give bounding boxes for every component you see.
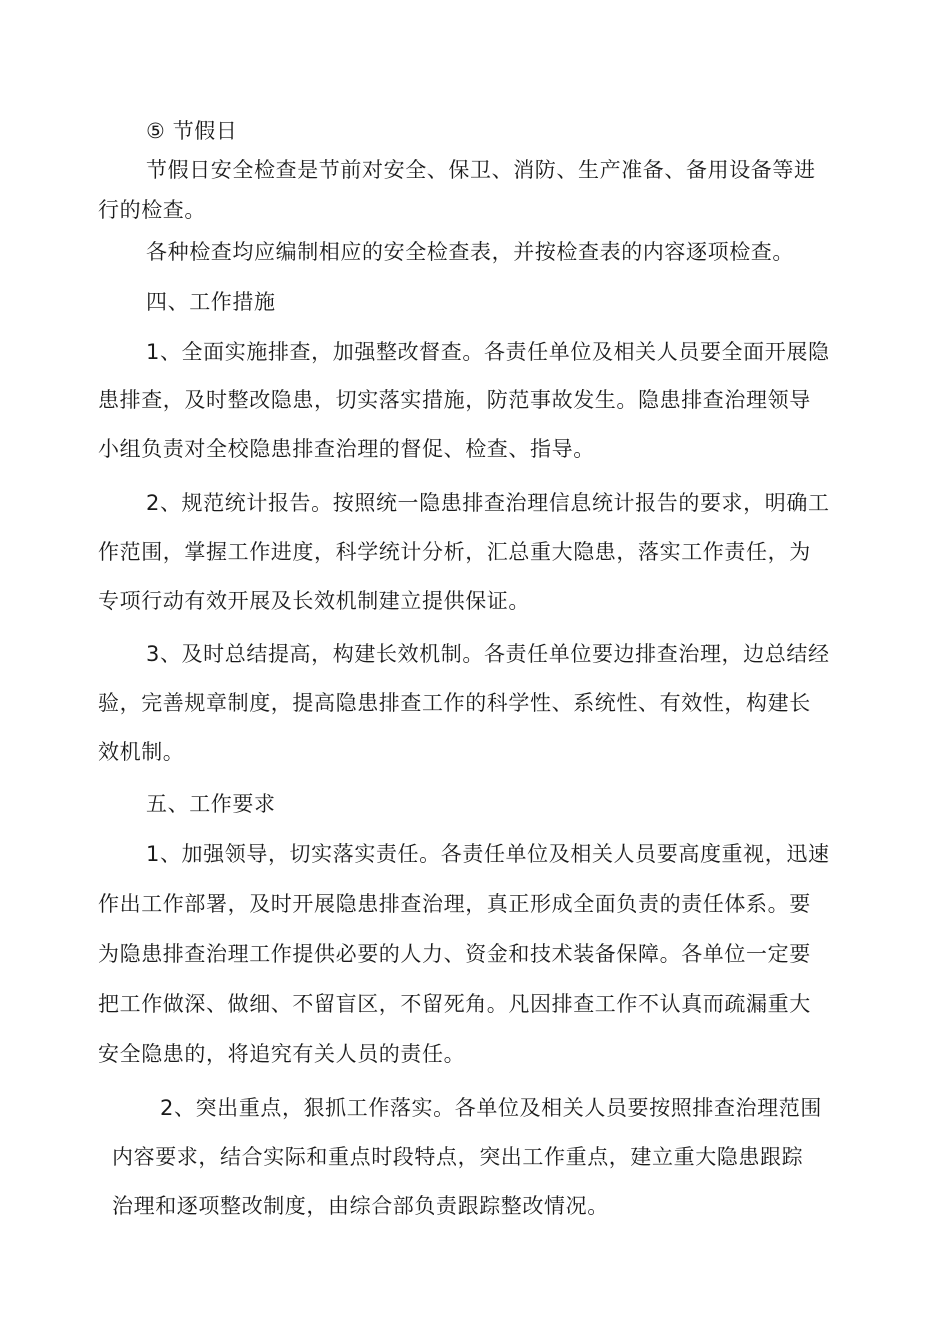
paragraph-line: 验，完善规章制度，提高隐患排查工作的科学性、系统性、有效性，构建长	[98, 691, 811, 715]
paragraph-line: 为隐患排查治理工作提供必要的人力、资金和技术装备保障。各单位一定要	[98, 942, 811, 966]
paragraph-line: 效机制。	[98, 740, 185, 764]
paragraph-line: 2、突出重点，狠抓工作落实。各单位及相关人员要按照排查治理范围	[160, 1096, 822, 1120]
paragraph-line: 各种检查均应编制相应的安全检查表，并按检查表的内容逐项检查。	[146, 240, 794, 264]
paragraph-line: 作范围，掌握工作进度，科学统计分析，汇总重大隐患，落实工作责任，为	[98, 540, 811, 564]
section-heading-requirements: 五、工作要求	[146, 792, 276, 816]
paragraph-line: 作出工作部署，及时开展隐患排查治理，真正形成全面负责的责任体系。要	[98, 892, 811, 916]
paragraph-line: 内容要求，结合实际和重点时段特点，突出工作重点，建立重大隐患跟踪	[112, 1145, 804, 1169]
paragraph-line: 3、及时总结提高，构建长效机制。各责任单位要边排查治理，边总结经	[146, 642, 830, 666]
paragraph-line: 节假日安全检查是节前对安全、保卫、消防、生产准备、备用设备等进	[146, 158, 816, 182]
paragraph-line: 患排查，及时整改隐患，切实落实措施，防范事故发生。隐患排查治理领导	[98, 388, 811, 412]
paragraph-line: 治理和逐项整改制度，由综合部负责跟踪整改情况。	[112, 1194, 609, 1218]
paragraph-line: 1、全面实施排查，加强整改督查。各责任单位及相关人员要全面开展隐	[146, 340, 830, 364]
paragraph-line: 行的检查。	[98, 198, 206, 222]
subsection-heading-holiday: ⑤ 节假日	[146, 119, 238, 143]
paragraph-line: 安全隐患的，将追究有关人员的责任。	[98, 1042, 466, 1066]
paragraph-line: 1、加强领导，切实落实责任。各责任单位及相关人员要高度重视，迅速	[146, 842, 830, 866]
paragraph-line: 2、规范统计报告。按照统一隐患排查治理信息统计报告的要求，明确工	[146, 491, 830, 515]
paragraph-line: 小组负责对全校隐患排查治理的督促、检查、指导。	[98, 437, 595, 461]
section-heading-measures: 四、工作措施	[146, 290, 276, 314]
paragraph-line: 把工作做深、做细、不留盲区，不留死角。凡因排查工作不认真而疏漏重大	[98, 992, 811, 1016]
paragraph-line: 专项行动有效开展及长效机制建立提供保证。	[98, 589, 530, 613]
